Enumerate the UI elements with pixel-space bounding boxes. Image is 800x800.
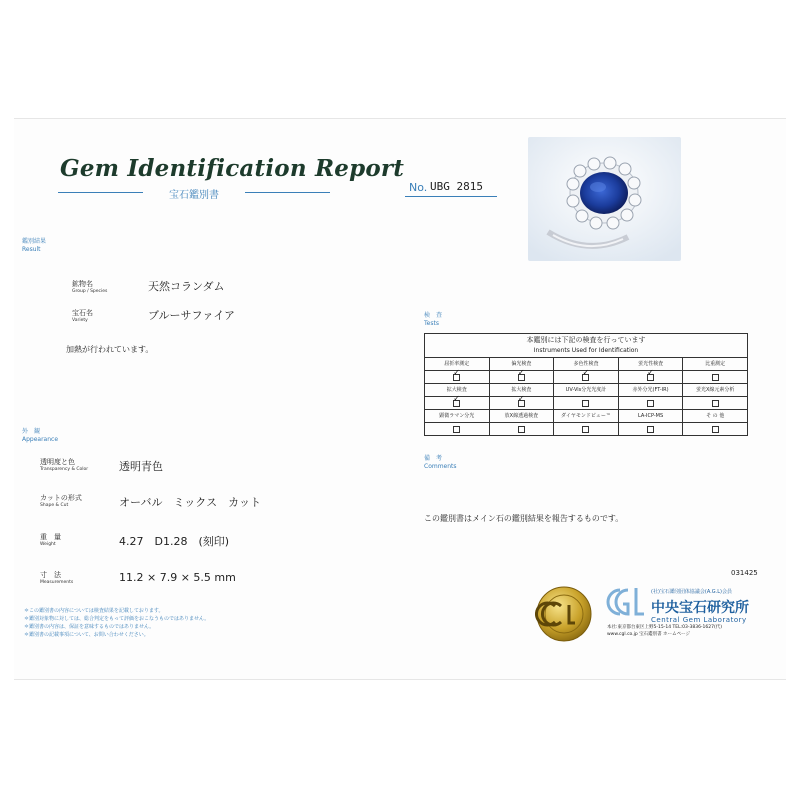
footer-note: ＊この鑑別書の内容については検査結果を記載しております。: [24, 608, 164, 614]
checkbox-icon: [712, 374, 719, 381]
checkbox-icon: [518, 426, 525, 433]
instruments-table: [424, 333, 748, 436]
lab-name-jp: 中央宝石研究所: [651, 600, 749, 616]
comments-section-label: 備 考 Comments: [424, 455, 457, 470]
checkbox-icon: [518, 400, 525, 407]
report-subtitle: 宝石鑑別書: [58, 186, 330, 201]
instrument-cell: 拡大検査: [425, 384, 490, 397]
instrument-cell: 拡大検査: [489, 384, 554, 397]
checkbox-icon: [453, 400, 460, 407]
treatment-note: 加熱が行われています。: [66, 345, 154, 354]
checkbox-icon: [582, 374, 589, 381]
instrument-cell: 放X線透過検査: [489, 410, 554, 423]
instrument-cell: ダイヤモンドビュー™: [554, 410, 619, 423]
checkbox-icon: [582, 400, 589, 407]
weight-label: 重 量 Weight: [40, 533, 61, 547]
instrument-cell: LA-ICP-MS: [618, 410, 683, 423]
checkbox-icon: [453, 426, 460, 433]
footer-note: ＊鑑別書の記載事項について、お問い合わせください。: [24, 632, 149, 638]
result-section-label: 鑑別結果 Result: [22, 238, 47, 253]
footer-note: ＊鑑別対象物に対しては、総合判定をもって評価をおこなうものではありません。: [24, 616, 210, 622]
report-number-underline: [405, 196, 497, 197]
instrument-cell: UV-Vis分光光度計: [554, 384, 619, 397]
checkbox-icon: [582, 426, 589, 433]
shape-value: オーバル ミックス カット: [119, 496, 262, 509]
shape-label: カットの形式 Shape & Cut: [40, 494, 82, 508]
weight-value: 4.27 D1.28 (刻印): [119, 535, 230, 548]
comments-text: この鑑別書はメイン石の鑑別結果を報告するものです。: [424, 514, 624, 523]
color-label: 透明度と色 Transparency & Color: [40, 458, 89, 472]
checkbox-icon: [647, 426, 654, 433]
instrument-cell: 顕微ラマン分光: [425, 410, 490, 423]
cgl-logo-icon: [606, 584, 646, 620]
report-number: UBG 2815: [430, 180, 483, 193]
instrument-row-1-checks: [425, 371, 748, 384]
checkbox-icon: [647, 400, 654, 407]
instrument-cell: 赤外分光(FT-IR): [618, 384, 683, 397]
instrument-cell: 蛍光X線元素分析: [683, 384, 748, 397]
footer-note: ＊鑑別書の内容は、保証を意味するものではありません。: [24, 624, 155, 630]
report-title: Gem Identification Report: [60, 155, 405, 182]
gemstone-photo: [528, 137, 681, 261]
report-number-label: No.: [409, 181, 428, 194]
measurement-value: 11.2 × 7.9 × 5.5 mm: [119, 571, 236, 584]
lab-name-en: Central Gem Laboratory: [651, 616, 747, 624]
variety-label: 宝石名 Variety: [72, 309, 93, 323]
instrument-row-3-labels: [425, 410, 748, 423]
instrument-cell: 比重測定: [683, 358, 748, 371]
checkbox-icon: [518, 374, 525, 381]
checkbox-icon: [647, 374, 654, 381]
instrument-row-2-labels: [425, 384, 748, 397]
species-value: 天然コランダム: [148, 280, 225, 293]
instrument-cell: 偏光検査: [489, 358, 554, 371]
instrument-row-3-checks: [425, 423, 748, 436]
checkbox-icon: [453, 374, 460, 381]
instrument-row-2-checks: [425, 397, 748, 410]
instrument-cell: そ の 他: [683, 410, 748, 423]
tests-section-label: 検 査 Tests: [424, 312, 443, 327]
gold-seal-icon: [535, 585, 593, 643]
footer-notes: [24, 607, 324, 639]
lab-affiliation: (社)宝石鑑別団体協議会(A.G.L)会員: [651, 589, 732, 595]
serial-number: 031425: [731, 569, 758, 577]
measurement-label: 寸 法 Measurements: [40, 571, 74, 585]
checkbox-icon: [712, 400, 719, 407]
checkbox-icon: [712, 426, 719, 433]
appearance-section-label: 外 観 Appearance: [22, 428, 59, 443]
species-label: 鉱物名 Group / Species: [72, 280, 108, 294]
instruments-table-header: 本鑑別には下記の検査を行っています Instruments Used for Identification: [425, 334, 748, 358]
instrument-cell: 蛍光性検査: [618, 358, 683, 371]
color-value: 透明青色: [119, 460, 163, 473]
instrument-cell: 屈折率測定: [425, 358, 490, 371]
variety-value: ブルーサファイア: [148, 309, 236, 322]
instrument-cell: 多色性検査: [554, 358, 619, 371]
lab-address: 本社:東京都台東区上野5-15-14 TEL:03-3836-1627(代) www.cgl.co.jp 宝石鑑別書 ホームページ: [607, 625, 723, 637]
